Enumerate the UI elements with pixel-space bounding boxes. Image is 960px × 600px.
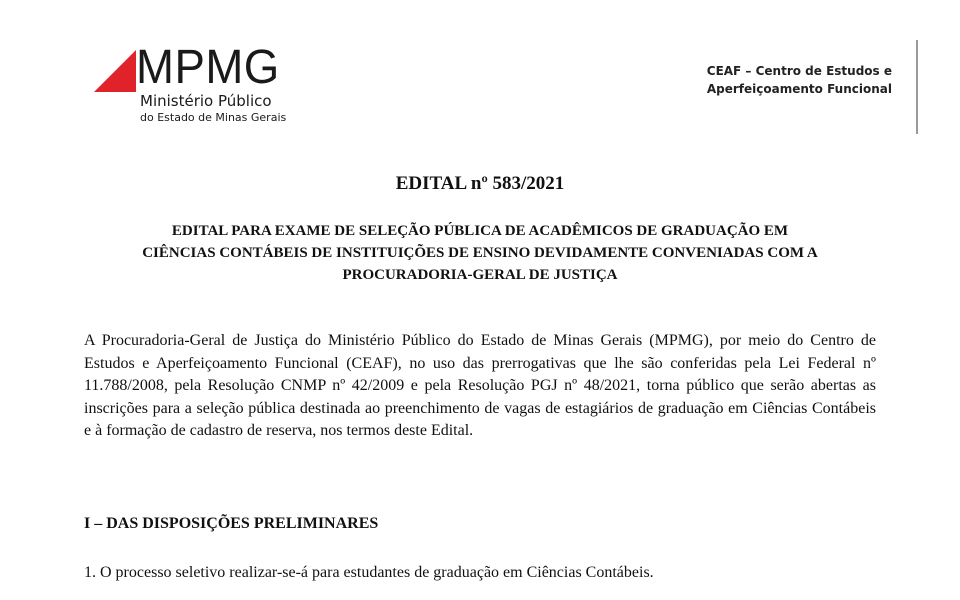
org-unit-line-1: CEAF – Centro de Estudos e — [706, 64, 892, 78]
mpmg-logo — [92, 41, 324, 132]
org-unit-header — [707, 62, 892, 98]
document-number-title: EDITAL nº 583/2021 — [395, 173, 565, 194]
subtitle-line-1: EDITAL PARA EXAME DE SELEÇÃO PÚBLICA DE ACADÊMICOS DE GRADUAÇÃO EM — [171, 223, 789, 239]
section-heading: I – DAS DISPOSIÇÕES PRELIMINARES — [84, 515, 379, 532]
org-unit-line-2: Aperfeiçoamento Funcional — [706, 82, 892, 96]
header-divider — [916, 40, 918, 134]
logo-mark: MPMG — [136, 41, 280, 94]
red-triangle-icon — [92, 48, 138, 96]
document-subtitle — [80, 220, 880, 286]
subtitle-line-3: PROCURADORIA-GERAL DE JUSTIÇA — [342, 267, 618, 283]
logo-org-name: Ministério Público — [140, 92, 272, 110]
section-item-1: 1. O processo seletivo realizar-se-á para estudantes de graduação em Ciências Contábeis. — [84, 564, 654, 581]
subtitle-line-2: CIÊNCIAS CONTÁBEIS DE INSTITUIÇÕES DE ENSINO DEVIDAMENTE CONVENIADAS COM A — [142, 245, 818, 261]
intro-paragraph: A Procuradoria-Geral de Justiça do Ministério Público do Estado de Minas Gerais (MPMG), por meio do Centro de Estudos e Aperfeiçoamento Funcional (CEAF), no uso das prerrogativas que lhe são conferidas pela Lei Federal nº 11.788/2008, pela Resolução CNMP nº 42/2009 e pela Resolução PGJ nº 48/2021, torna público que serão abertas as inscrições para a seleção pública destinada ao preenchimento de vagas de estagiários de graduação em Ciências Contábeis e à formação de cadastro de reserva, nos termos deste Edital. — [84, 332, 876, 439]
logo-org-subname: do Estado de Minas Gerais — [140, 111, 287, 124]
